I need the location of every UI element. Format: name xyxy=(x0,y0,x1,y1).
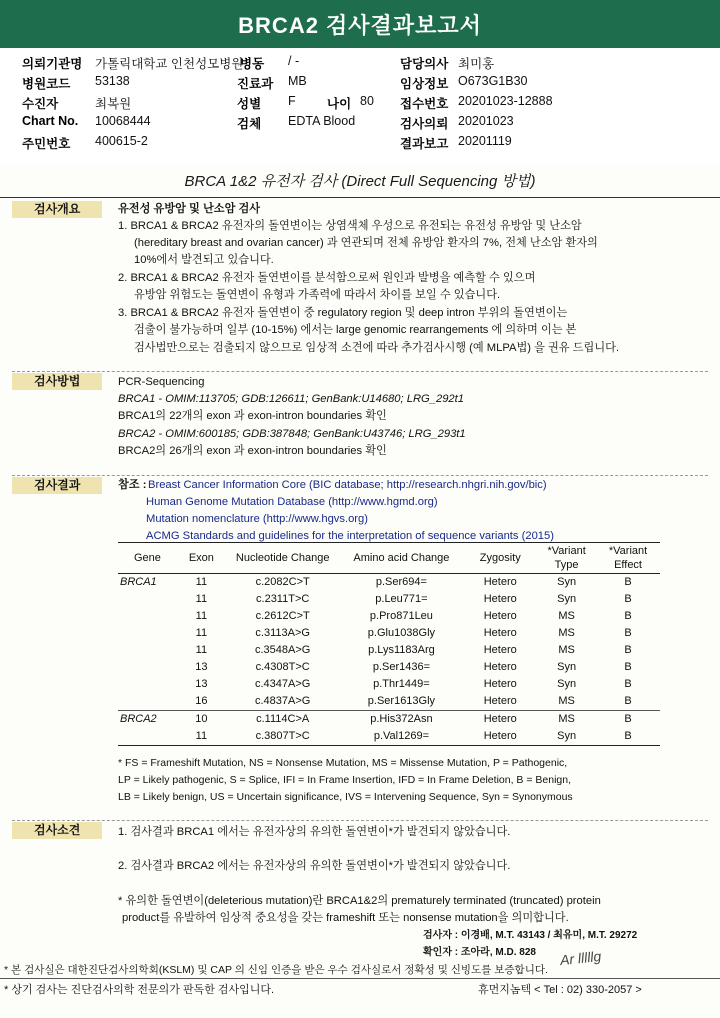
specimen-label: 검체 xyxy=(237,117,262,131)
footnote-line: LP = Likely pathogenic, S = Splice, IFI = In Frame Insertion, IFD = In Frame Deletion, B = Benign, xyxy=(118,774,571,786)
table-cell: 11 xyxy=(195,576,208,588)
code-value: 53138 xyxy=(95,74,130,88)
table-cell: p.Ser1613Gly xyxy=(367,695,436,707)
table-cell: p.Ser694= xyxy=(375,576,427,588)
table-cell: c.1114C>A xyxy=(226,711,340,729)
receiver-label: 수진자 xyxy=(22,97,59,111)
table-cell: c.2082C>T xyxy=(255,576,310,588)
overview-line: 3. BRCA1 & BRCA2 유전자 돌연변이 중 regulatory region 및 deep intron 부위의 돌연변이는 xyxy=(118,307,568,319)
table-cell xyxy=(118,625,177,642)
overview-line: 10%에서 발견되고 있습니다. xyxy=(134,254,274,266)
table-cell: p.Glu1038Gly xyxy=(367,627,436,639)
finding-line: 1. 검사결과 BRCA1 에서는 유전자상의 유의한 돌연변이*가 발견되지 않았습니다. xyxy=(118,826,511,838)
table-cell: Syn xyxy=(557,593,577,605)
table-cell xyxy=(118,659,177,676)
footnote-line: * FS = Frameshift Mutation, NS = Nonsense Mutation, MS = Missense Mutation, P = Pathogenic, xyxy=(118,757,568,769)
table-cell: 11 xyxy=(195,644,208,656)
section-divider xyxy=(12,475,708,476)
ref-label: 참조 : xyxy=(118,479,147,491)
table-row xyxy=(118,659,660,676)
table-cell: MS xyxy=(558,644,575,656)
column-header: Gene xyxy=(133,552,161,564)
overview-line: 2. BRCA1 & BRCA2 유전자 돌연변이를 분석함으로써 원인과 발병을 예측할 수 있으며 xyxy=(118,272,536,284)
sex-label: 성별 xyxy=(237,97,262,111)
table-row xyxy=(118,711,660,729)
table-cell: Hetero xyxy=(483,695,517,707)
overview-label: 검사개요 xyxy=(12,201,102,218)
table-cell: p.Lys1183Arg xyxy=(368,644,435,656)
table-cell: c.3807T>C xyxy=(226,728,340,746)
table-cell: MS xyxy=(537,711,596,729)
table-cell: 10 xyxy=(177,711,226,729)
table-row xyxy=(118,693,660,711)
table-cell: B xyxy=(624,644,632,656)
note-line: product를 유발하여 임상적 중요성을 갖는 frameshift 또는 nonsense mutation을 의미합니다. xyxy=(122,912,569,924)
table-cell: 11 xyxy=(195,610,208,622)
report-date-label: 결과보고 xyxy=(400,137,449,151)
method-line: PCR-Sequencing xyxy=(118,376,205,388)
variant-table-body xyxy=(118,574,660,746)
clinical-label: 임상정보 xyxy=(400,77,449,91)
table-cell: B xyxy=(624,695,632,707)
table-cell xyxy=(118,642,177,659)
clinical-value: O673G1B30 xyxy=(458,74,528,88)
overview-line: (hereditary breast and ovarian cancer) 과 연관되며 전체 유방암 환자의 7%, 전체 난소암 환자의 xyxy=(134,237,598,249)
table-cell: Hetero xyxy=(483,576,517,588)
table-cell: B xyxy=(624,576,632,588)
table-row xyxy=(118,574,660,592)
sex-value: F xyxy=(288,94,296,108)
doctor-label: 담당의사 xyxy=(400,57,449,71)
table-cell: Syn xyxy=(557,678,577,690)
table-cell: Hetero xyxy=(483,661,517,673)
table-cell: 13 xyxy=(195,661,208,673)
table-cell: Hetero xyxy=(463,711,537,729)
column-header: Zygosity xyxy=(479,552,521,564)
table-cell: 13 xyxy=(195,678,208,690)
dept-label: 진료과 xyxy=(237,77,274,91)
receiver-value: 최복원 xyxy=(95,97,132,111)
ward-label: 병동 xyxy=(240,57,265,71)
table-cell: 16 xyxy=(195,695,208,707)
table-header-row xyxy=(118,543,660,574)
table-row xyxy=(118,591,660,608)
ref-line: Breast Cancer Information Core (BIC database; http://research.nhgri.nih.gov/bic) xyxy=(148,479,547,491)
chart-value: 10068444 xyxy=(95,114,151,128)
specimen-value: EDTA Blood xyxy=(288,114,356,128)
column-header: Exon xyxy=(188,552,214,564)
table-cell: p.Pro871Leu xyxy=(369,610,433,622)
finding-line: 2. 검사결과 BRCA2 에서는 유전자상의 유의한 돌연변이*가 발견되지 않았습니다. xyxy=(118,860,511,872)
section-divider xyxy=(12,820,708,821)
handwritten-signature: Ar lllllg xyxy=(559,947,602,969)
chart-label: Chart No. xyxy=(22,114,79,128)
scan-title: BRCA 1&2 유전자 검사 (Direct Full Sequencing 방법) xyxy=(184,173,536,190)
table-cell xyxy=(118,591,177,608)
table-row xyxy=(118,642,660,659)
table-cell: B xyxy=(596,728,660,746)
table-cell: Syn xyxy=(537,728,596,746)
footer-note: * 상기 검사는 진단검사의학 전문의가 판독한 검사입니다. xyxy=(4,984,275,996)
receipt-value: 20201023-12888 xyxy=(458,94,553,108)
table-cell: 11 xyxy=(195,627,208,639)
table-cell: p.Val1269= xyxy=(340,728,464,746)
table-cell: Hetero xyxy=(483,627,517,639)
column-header: *Variant Type xyxy=(547,545,586,571)
dept-value: MB xyxy=(288,74,307,88)
table-cell: 11 xyxy=(195,593,208,605)
table-cell: c.3113A>G xyxy=(255,627,310,639)
table-cell: p.His372Asn xyxy=(340,711,464,729)
title-rule xyxy=(0,197,720,198)
table-cell xyxy=(118,676,177,693)
certification-note: * 본 검사실은 대한진단검사의학회(KSLM) 및 CAP 의 신임 인증을 받은 우수 검사실로서 정확성 및 신빙도를 보증합니다. xyxy=(4,964,548,976)
age-label: 나이 xyxy=(327,97,352,111)
doctor-value: 최미홍 xyxy=(458,57,495,71)
table-cell: BRCA1 xyxy=(120,576,157,588)
table-row xyxy=(118,676,660,693)
method-label: 검사방법 xyxy=(12,373,102,390)
table-cell: MS xyxy=(558,627,575,639)
tester-signature-line: 검사자 : 이경배, M.T. 43143 / 최유미, M.T. 29272 xyxy=(423,930,638,941)
section-divider xyxy=(12,371,708,372)
table-cell: Hetero xyxy=(483,678,517,690)
note-line: * 유의한 돌연변이(deleterious mutation)란 BRCA1&2의 prematurely terminated (truncated) protein xyxy=(118,895,601,907)
overview-line: 1. BRCA1 & BRCA2 유전자의 돌연변이는 상염색체 우성으로 유전되는 유전성 유방암 및 난소암 xyxy=(118,220,582,232)
table-row xyxy=(118,728,660,746)
report-title: BRCA2 검사결과보고서 xyxy=(0,0,720,48)
ref-line: Mutation nomenclature (http://www.hgvs.org) xyxy=(146,513,368,525)
table-cell: c.4308T>C xyxy=(255,661,310,673)
table-cell: MS xyxy=(558,695,575,707)
table-cell: B xyxy=(624,661,632,673)
table-cell: c.4347A>G xyxy=(255,678,311,690)
method-line: BRCA1의 22개의 exon 과 exon-intron boundaries 확인 xyxy=(118,410,387,422)
table-row xyxy=(118,625,660,642)
ward-value: / - xyxy=(288,54,300,68)
id-value: 400615-2 xyxy=(95,134,148,148)
column-header: Nucleotide Change xyxy=(235,552,330,564)
table-cell: p.Ser1436= xyxy=(372,661,431,673)
request-value: 20201023 xyxy=(458,114,514,128)
ref-line: Human Genome Mutation Database (http://www.hgmd.org) xyxy=(146,496,438,508)
table-cell: c.4837A>G xyxy=(255,695,311,707)
overview-line: 검출이 불가능하며 일부 (10-15%) 에서는 large genomic rearrangements 에 의하며 이는 본 xyxy=(134,324,577,336)
footer-contact: 휴먼지놈텍 < Tel : 02) 330-2057 > xyxy=(478,984,642,996)
table-cell: BRCA2 xyxy=(118,711,177,729)
hospital-label: 의뢰기관명 xyxy=(22,57,83,71)
table-cell xyxy=(118,608,177,625)
column-header: Amino acid Change xyxy=(353,552,450,564)
receipt-label: 접수번호 xyxy=(400,97,449,111)
table-cell: Syn xyxy=(557,661,577,673)
overview-heading: 유전성 유방암 및 난소암 검사 xyxy=(118,203,261,215)
table-row xyxy=(118,608,660,625)
table-cell: Hetero xyxy=(483,610,517,622)
table-cell xyxy=(118,693,177,711)
table-cell: MS xyxy=(558,610,575,622)
table-cell: B xyxy=(624,593,632,605)
confirmer-signature-line: 확인자 : 조아라, M.D. 828 xyxy=(423,947,536,958)
table-cell: B xyxy=(624,610,632,622)
age-value: 80 xyxy=(360,94,374,108)
findings-label: 검사소견 xyxy=(12,822,102,839)
table-cell: p.Thr1449= xyxy=(373,678,430,690)
results-label: 검사결과 xyxy=(12,477,102,494)
table-cell: c.3548A>G xyxy=(255,644,311,656)
table-cell: c.2311T>C xyxy=(256,593,310,605)
table-cell: p.Leu771= xyxy=(375,593,428,605)
overview-line: 유방암 위험도는 돌연변이 유형과 가족력에 따라서 차이를 보일 수 있습니다. xyxy=(134,289,501,301)
table-cell: B xyxy=(624,678,632,690)
patient-info xyxy=(0,54,720,154)
method-line: BRCA2 - OMIM:600185; GDB:387848; GenBank:U43746; LRG_293t1 xyxy=(118,428,466,440)
table-cell: B xyxy=(624,627,632,639)
id-label: 주민번호 xyxy=(22,137,71,151)
table-cell xyxy=(118,728,177,746)
footnote-line: LB = Likely benign, US = Uncertain significance, IVS = Intervening Sequence, Syn = Synonymous xyxy=(118,791,573,803)
method-line: BRCA2의 26개의 exon 과 exon-intron boundaries 확인 xyxy=(118,445,387,457)
table-cell: Hetero xyxy=(483,593,517,605)
variant-table xyxy=(118,542,660,746)
table-cell: Hetero xyxy=(483,644,517,656)
table-cell: 11 xyxy=(177,728,226,746)
code-label: 병원코드 xyxy=(22,77,71,91)
hospital-value: 가톨릭대학교 인천성모병원 xyxy=(95,57,244,71)
report-date-value: 20201119 xyxy=(458,134,512,148)
footer-rule xyxy=(0,978,720,979)
table-cell: B xyxy=(596,711,660,729)
column-header: *Variant Effect xyxy=(608,545,648,571)
table-cell: Hetero xyxy=(463,728,537,746)
method-line: BRCA1 - OMIM:113705; GDB:126611; GenBank:U14680; LRG_292t1 xyxy=(118,393,464,405)
overview-line: 검사법만으로는 검출되지 않으므로 임상적 소견에 따라 추가검사시행 (예 MLPA법) 을 권유 드립니다. xyxy=(134,342,620,354)
table-cell: Syn xyxy=(557,576,577,588)
ref-line: ACMG Standards and guidelines for the interpretation of sequence variants (2015) xyxy=(146,530,554,542)
request-label: 검사의뢰 xyxy=(400,117,449,131)
table-cell: c.2612C>T xyxy=(255,610,310,622)
